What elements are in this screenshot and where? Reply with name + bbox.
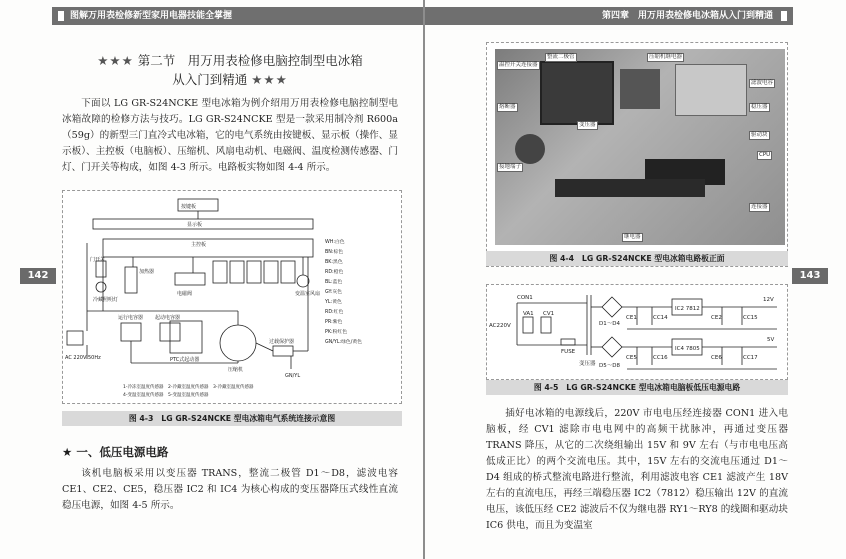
label-door-switch: 门开关 (90, 257, 106, 263)
label-door-lamp: 冷藏照明灯 (93, 297, 119, 303)
label-keyboard: 按键板 (181, 204, 197, 210)
label-transformer: 变压器 (579, 361, 596, 367)
photo-label-12: 继电器 (624, 234, 641, 240)
photo-label-5: 变压器 (579, 122, 596, 128)
section-title (70, 51, 390, 89)
label-ce2: CE2 (711, 315, 722, 321)
label-start-cap: 起动电容器 (155, 315, 181, 321)
label-cc17: CC17 (743, 355, 758, 361)
figure-4-3-caption: 图 4-3 LG GR-S24NCKE 型电冰箱电气系统连接示意图 (62, 411, 402, 426)
wire-color-item: GY:灰色 (325, 290, 342, 295)
label-ic4: IC4 7805 (675, 346, 700, 352)
section-star-icon: ★ (62, 445, 73, 459)
header-marker-icon (781, 11, 787, 21)
label-fuse: FUSE (561, 349, 576, 355)
right-page (425, 0, 846, 559)
photo-label-1: 温控开关连接器 (499, 62, 538, 68)
photo-label-10: 驱动块 (751, 132, 768, 138)
photo-label-8: CPU (759, 152, 771, 158)
label-5v: 5V (767, 337, 775, 343)
section-heading (62, 444, 168, 460)
label-ac220v: AC220V (489, 323, 511, 329)
label-ic2: IC2 7812 (675, 306, 700, 312)
wire-color-item: YL:黄色 (325, 300, 342, 305)
figure-4-5-caption: 图 4-5 LG GR-S24NCKE 型电冰箱电脑板低压电源电路 (486, 380, 788, 395)
wire-color-item: GN/YL:绿色/黄色 (325, 340, 362, 345)
label-display: 显示板 (187, 222, 203, 228)
label-ptc: PTC式起动器 (170, 357, 200, 363)
power-schematic (486, 284, 788, 380)
label-d1-d4: D1～D4 (599, 321, 620, 327)
photo-label-9: 稳压器 (751, 104, 768, 110)
section-title-line1: 第二节 用万用表检修电脑控制型电冰箱 (137, 53, 363, 68)
wire-color-item: RD:橙色 (325, 270, 344, 275)
power-schematic-svg (487, 285, 787, 379)
label-heater: 加热器 (139, 269, 155, 275)
label-va1: VA1 (523, 311, 534, 317)
transformer-shape (540, 61, 614, 125)
header-marker-icon (58, 11, 64, 21)
legend-line-1: 1-冷冻室温度传感器 2-冷藏室温度传感器 3-冷藏室温度传感器 (123, 385, 254, 390)
label-12v: 12V (763, 297, 774, 303)
capacitor-shape (515, 134, 545, 164)
wire-color-item: BL:蓝色 (325, 280, 343, 285)
wire-color-item: RD:红色 (325, 310, 344, 315)
label-cc14: CC14 (653, 315, 668, 321)
photo-label-4: 熔断器 (499, 104, 516, 110)
right-running-header-text: 第四章 用万用表检修电冰箱从入门到精通 (601, 11, 773, 21)
photo-label-7: 滤波电容 (751, 80, 774, 86)
wire-color-item: PK:粉红色 (325, 330, 348, 335)
label-d5-d8: D5～D8 (599, 363, 620, 369)
right-body-text: 插好电冰箱的电源线后，220V 市电电压经连接器 CON1 进入电脑板，经 CV1 滤除市电电网中的高频干扰脉冲，再通过变压器 TRANS 降压，从它的二次绕组输出 15V 和 9V 左右（与市电电压高低成正比）的两个交流电压。其中，15V 左右的交流电压通过 D1～D4 组成的桥式整流电路进行整流，利用滤波电容 CE1 滤波产生 18V 左右的直流电压，再经三端稳压器 IC2（7812）稳压输出 12V 的直流电压，该低压经 CE2 滤波后不仅为继电器 RY1～RY8 的线圈和驱动块 IC6 供电，而且为变温室 (486, 408, 788, 531)
wire-color-list (324, 238, 362, 345)
wiring-diagram (62, 190, 402, 404)
label-fan: 变温室风扇 (295, 291, 321, 297)
label-ac: AC 220V 50Hz (65, 355, 101, 361)
section-body-text: 该机电脑板采用以变压器 TRANS，整流二极管 D1～D8，滤波电容 CE1、CE2、CE5，稳压器 IC2 和 IC4 为核心构成的变压器降压式线性直流稳压电源，如图 4-5 所示。 (62, 468, 398, 511)
section-body (62, 466, 398, 514)
left-running-header-text: 图解万用表检修新型家用电器技能全掌握 (70, 11, 233, 21)
wire-color-item: WH:白色 (325, 240, 345, 245)
right-page-number: 143 (792, 268, 828, 284)
label-con1: CON1 (517, 295, 533, 301)
wire-color-item: BK:黑色 (325, 260, 343, 265)
label-mainboard: 主控板 (191, 242, 207, 248)
photo-label-3: 压缩机继电器 (649, 54, 683, 60)
label-ce1: CE1 (626, 315, 637, 321)
label-run-cap: 运行电容器 (118, 315, 144, 321)
section-title-line2: 从入门到精通 (172, 72, 248, 87)
photo-label-11: 连接器 (751, 204, 768, 210)
right-running-header (425, 7, 793, 25)
section-heading-text: 一、低压电源电路 (76, 445, 169, 459)
wiring-diagram-svg (63, 191, 401, 403)
circuit-board-photo-frame (486, 42, 788, 267)
intro-paragraph (62, 96, 398, 176)
label-cv1: CV1 (543, 311, 555, 317)
wire-color-item: PR:紫色 (325, 320, 343, 325)
label-compressor: 压缩机 (228, 367, 244, 373)
relay-block-shape (675, 64, 747, 116)
label-cc15: CC15 (743, 315, 758, 321)
left-page-number: 142 (20, 268, 56, 284)
circuit-board-photo (495, 49, 785, 245)
figure-4-4-caption: 图 4-4 LG GR-S24NCKE 型电冰箱电路板正面 (486, 251, 788, 266)
wire-color-item: BN:棕色 (325, 250, 344, 255)
photo-label-6: 接地端子 (499, 164, 522, 170)
title-stars-icon: ★★★ (97, 53, 134, 68)
label-gnyl: GN/YL (285, 373, 301, 379)
label-overload: 过载保护器 (269, 339, 295, 345)
photo-label-2: 整流二极管 (547, 54, 575, 60)
intro-text: 下面以 LG GR-S24NCKE 型电冰箱为例介绍用万用表检修电脑控制型电冰箱故障的检修方法与技巧。LG GR-S24NCKE 型是一款采用制冷剂 R600a（59g）的新型三门直冷式电冰箱，它的电气系统由按键板、显示板（操作、显示板）、主控板（电脑板）、压缩机、风扇电动机、电磁阀、温度检测传感器、门灯、门开关等构成，如图 4-3 所示。电路板实物如图 4-4 所示。 (62, 98, 398, 173)
heatsink-shape (620, 69, 660, 109)
label-solenoid: 电磁阀 (177, 291, 193, 297)
label-ce6: CE6 (711, 355, 722, 361)
connector-strip-shape (555, 179, 705, 197)
right-body-paragraph (486, 406, 788, 534)
label-ce5: CE5 (626, 355, 637, 361)
legend-line-2: 4-变温室温度传感器 5-变温室温度传感器 (123, 393, 209, 398)
left-running-header (52, 7, 423, 25)
label-cc16: CC16 (653, 355, 668, 361)
title-stars-icon: ★★★ (251, 72, 288, 87)
